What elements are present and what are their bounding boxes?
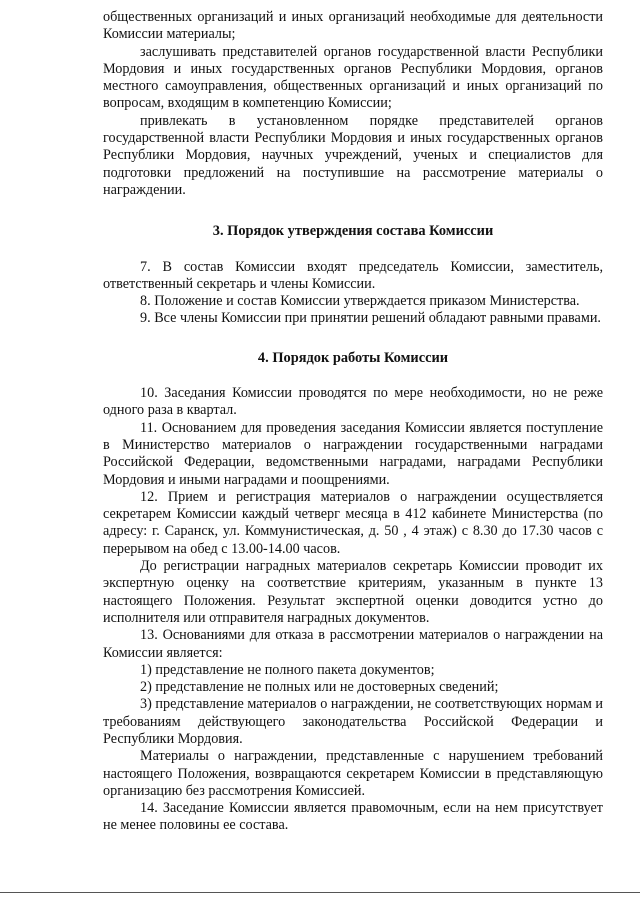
paragraph-item-8: 8. Положение и состав Комиссии утверждается приказом Министерства. bbox=[140, 293, 580, 310]
page-bottom-rule bbox=[0, 892, 640, 893]
paragraph-item-13-1: 1) представление не полного пакета документов; bbox=[140, 661, 435, 678]
paragraph-return-materials: Материалы о награждении, представленные с нарушением требований настоящего Положения, возвращаются секретарем Комиссии в представляющую организацию без рассмотрения Комиссией. bbox=[103, 748, 603, 799]
paragraph-registration-evaluation: До регистрации наградных материалов секретарь Комиссии проводит их экспертную оценку на соответствие критериям, указанным в пункте 13 настоящего Положения. Результат экспертной оценки доводится устно до исполнителя или отправителя наградных документов. bbox=[103, 558, 603, 626]
paragraph-item-7: 7. В состав Комиссии входят председатель Комиссии, заместитель, ответственный секретарь и члены Комиссии. bbox=[103, 258, 603, 292]
paragraph-item-9: 9. Все члены Комиссии при принятии решений обладают равными правами. bbox=[140, 310, 601, 327]
section-3-body bbox=[103, 259, 603, 328]
paragraph-item-10: 10. Заседания Комиссии проводятся по мере необходимости, но не реже одного раза в квартал. bbox=[103, 385, 603, 419]
paragraph-item-13: 13. Основаниями для отказа в рассмотрении материалов о награждении на Комиссии является: bbox=[103, 627, 603, 661]
paragraph-item-11: 11. Основанием для проведения заседания Комиссии является поступление в Министерство материалов о награждении государственными наградами Российской Федерации, ведомственными наградами, наградами Республики Мордовия и иными наградами и поощрениями. bbox=[103, 419, 603, 488]
paragraph-involve-specialists: привлекать в установленном порядке представителей органов государственной власти Республики Мордовия и иных государственных органов Республики Мордовия, научных учреждений, ученых и специалистов для подготовки предложений на поступившие на рассмотрение материалы о награждении. bbox=[103, 112, 603, 198]
section-4-heading: 4. Порядок работы Комиссии bbox=[257, 349, 449, 366]
section-4-body bbox=[103, 385, 603, 835]
paragraph-item-14: 14. Заседание Комиссии является правомочным, если на нем присутствует не менее половины ее состава. bbox=[103, 800, 603, 834]
paragraph-continuation: общественных организаций и иных организаций необходимые для деятельности Комиссии материалы; bbox=[103, 9, 603, 43]
section-3-heading: 3. Порядок утверждения состава Комиссии bbox=[212, 223, 494, 240]
paragraph-item-12: 12. Прием и регистрация материалов о награждении осуществляется секретарем Комиссии каждый четверг месяца в 412 кабинете Министерства (по адресу: г. Саранск, ул. Коммунистическая, д. 50 , 4 этаж) с 8.30 до 17.30 часов с перерывом на обед с 13.00-14.00 часов. bbox=[103, 488, 603, 557]
paragraph-hear-representatives: заслушивать представителей органов государственной власти Республики Мордовия и иных государственных органов Республики Мордовия, органов местного самоуправления, общественных организаций и иных организаций по вопросам, входящим в компетенцию Комиссии; bbox=[103, 43, 603, 112]
paragraph-item-13-2: 2) представление не полных или не достоверных сведений; bbox=[140, 679, 499, 696]
document-page bbox=[103, 9, 603, 835]
paragraph-item-13-3: 3) представление материалов о награждении, не соответствующих нормам и требованиям действующего законодательства Российской Федерации и Республики Мордовия. bbox=[103, 696, 603, 747]
